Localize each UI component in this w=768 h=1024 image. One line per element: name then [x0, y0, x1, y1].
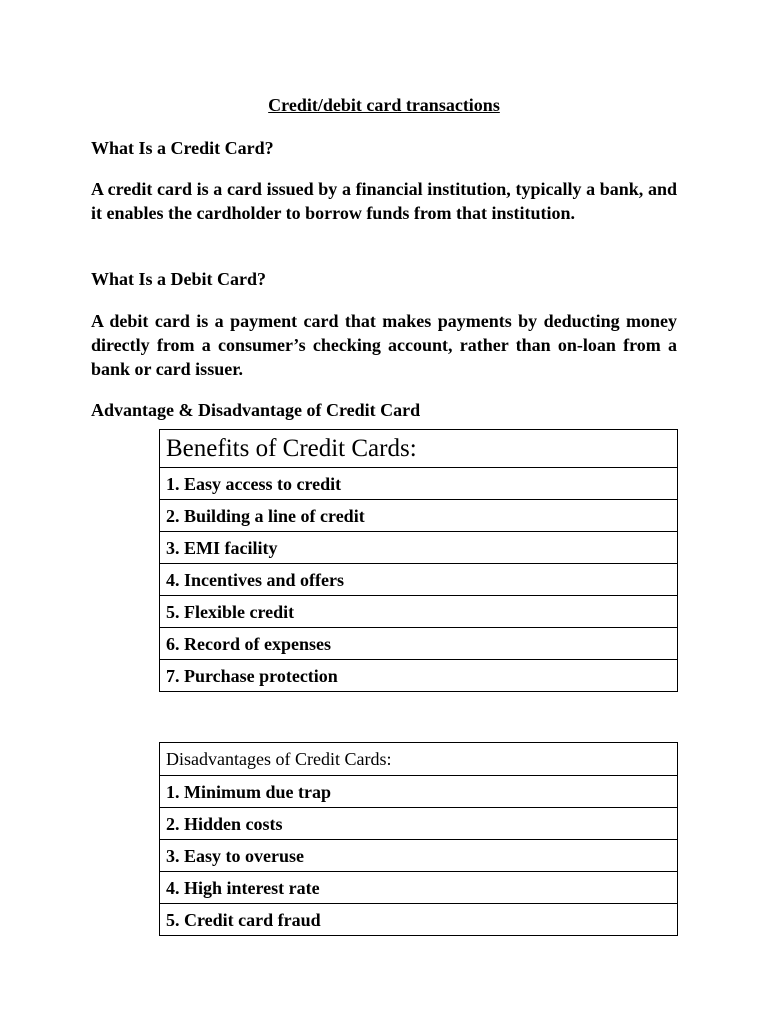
table-row — [160, 660, 678, 692]
section-body-credit-card: A credit card is a card issued by a financial institution, typically a bank, and it enables the cardholder to borrow funds from that institution. — [91, 179, 677, 223]
benefit-item: 3. EMI facility — [160, 532, 678, 564]
benefit-item: 4. Incentives and offers — [160, 564, 678, 596]
table-row — [160, 840, 678, 872]
section-heading-debit-card: What Is a Debit Card? — [91, 269, 267, 289]
table-row — [160, 904, 678, 936]
table-row — [160, 872, 678, 904]
table-row — [160, 468, 678, 500]
section-heading-credit-card: What Is a Credit Card? — [91, 138, 274, 158]
page-title — [0, 93, 768, 117]
benefit-item: 1. Easy access to credit — [160, 468, 678, 500]
table-header-row — [160, 430, 678, 468]
disadvantages-table-header: Disadvantages of Credit Cards: — [160, 743, 678, 776]
table-row — [160, 808, 678, 840]
benefit-item: 5. Flexible credit — [160, 596, 678, 628]
disadvantage-item: 4. High interest rate — [160, 872, 678, 904]
table-row — [160, 596, 678, 628]
disadvantages-table — [159, 742, 678, 936]
table-row — [160, 532, 678, 564]
benefits-table — [159, 429, 678, 692]
table-row — [160, 500, 678, 532]
section-body-debit-card: A debit card is a payment card that makes payments by deducting money directly from a consumer’s checking account, rather than on-loan from a bank or card issuer. — [91, 311, 677, 379]
benefit-item: 6. Record of expenses — [160, 628, 678, 660]
benefits-table-header: Benefits of Credit Cards: — [160, 430, 678, 468]
benefit-item: 7. Purchase protection — [160, 660, 678, 692]
table-header-row — [160, 743, 678, 776]
disadvantage-item: 2. Hidden costs — [160, 808, 678, 840]
table-row — [160, 776, 678, 808]
advantage-heading: Advantage & Disadvantage of Credit Card — [91, 400, 421, 420]
page-title-text: Credit/debit card transactions — [268, 95, 500, 115]
disadvantage-item: 1. Minimum due trap — [160, 776, 678, 808]
table-row — [160, 628, 678, 660]
disadvantage-item: 5. Credit card fraud — [160, 904, 678, 936]
table-row — [160, 564, 678, 596]
benefit-item: 2. Building a line of credit — [160, 500, 678, 532]
disadvantage-item: 3. Easy to overuse — [160, 840, 678, 872]
